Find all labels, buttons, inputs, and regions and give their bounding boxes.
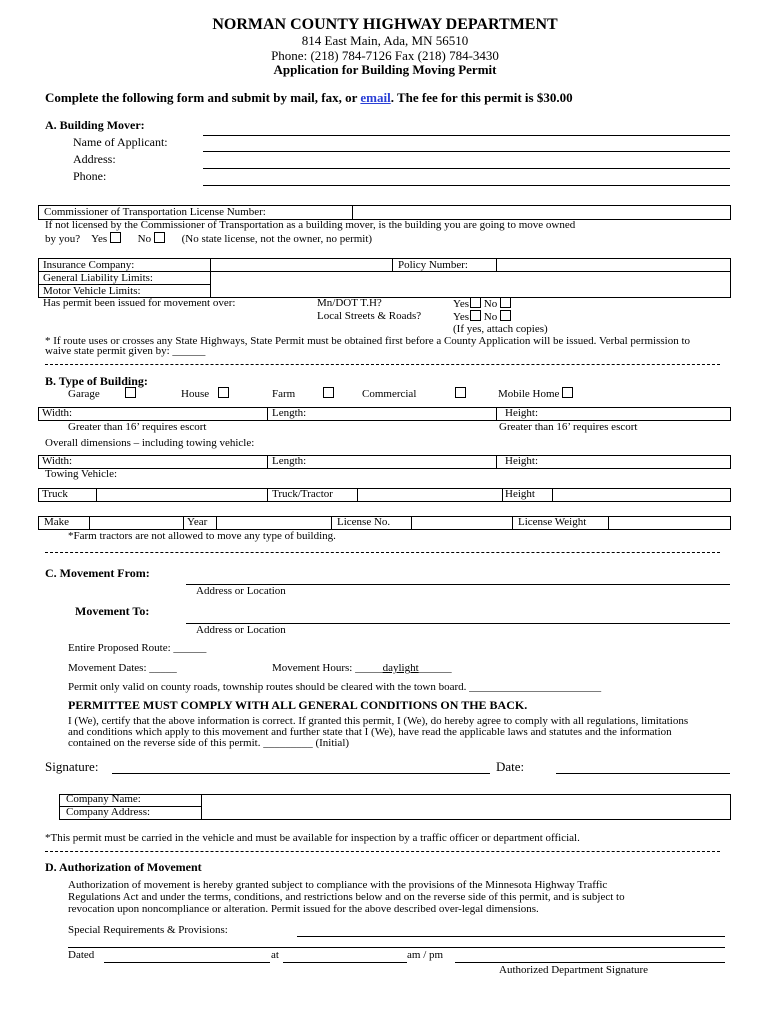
dim-col1	[267, 407, 268, 421]
time-field[interactable]	[283, 962, 407, 963]
tr-col1	[96, 488, 97, 502]
signature-label: Signature:	[45, 759, 99, 774]
department-title: NORMAN COUNTY HIGHWAY DEPARTMENT	[212, 16, 558, 33]
towing-vehicle-label: Towing Vehicle:	[45, 468, 118, 480]
divider-c	[45, 851, 720, 852]
signature-field[interactable]	[112, 773, 490, 774]
policy-col-line2	[496, 258, 497, 271]
address-field[interactable]	[203, 168, 730, 169]
license-no-label: License No.	[337, 516, 391, 528]
mover-line[interactable]	[203, 135, 730, 136]
width-escort-note: Greater than 16’ requires escort	[68, 421, 207, 433]
truck-height-label: Height	[505, 488, 535, 500]
special-requirements-label: Special Requirements & Provisions:	[68, 924, 228, 936]
movement-hours-field[interactable]	[272, 662, 452, 674]
local-yes-checkbox[interactable]	[470, 310, 481, 321]
route-note-1: * If route uses or crosses any State Highways, State Permit must be obtained first before a County Application will be issued. Verbal permission to	[45, 335, 691, 347]
movement-dates-field[interactable]: Movement Dates: _____	[68, 662, 177, 674]
type-mobile-home	[498, 387, 573, 400]
county-roads-note: Permit only valid on county roads, township routes should be cleared with the town board. ________________________	[68, 681, 602, 693]
local-yesno	[453, 310, 511, 323]
section-d-heading: D. Authorization of Movement	[45, 860, 202, 874]
not-licensed-text: If not licensed by the Commissioner of Transportation as a building mover, is the building you are going to move owned	[45, 219, 576, 231]
auth-line-2: Regulations Act and under the terms, conditions, and restrictions below and on the reverse side of this permit, and is subject to	[68, 891, 625, 903]
divider-a	[45, 364, 720, 365]
divider-b	[45, 552, 720, 553]
from-address-label: Address or Location	[196, 585, 286, 597]
type-farm	[272, 387, 334, 400]
house-label: House	[181, 388, 210, 400]
owned-question	[45, 232, 372, 245]
carry-permit-note: *This permit must be carried in the vehicle and must be available for inspection by a traffic officer or department official.	[45, 832, 580, 844]
hours-tail: ______	[418, 662, 452, 674]
farm-checkbox[interactable]	[323, 387, 334, 398]
phone-label: Phone:	[73, 169, 107, 183]
make-label: Make	[44, 516, 70, 528]
form-title: Application for Building Moving Permit	[273, 62, 497, 77]
house-checkbox[interactable]	[218, 387, 229, 398]
mndot-yes-label: Yes	[453, 298, 470, 310]
general-liability-label: General Liability Limits:	[43, 272, 153, 284]
dated-label: Dated	[68, 949, 95, 961]
mndot-yesno	[453, 297, 511, 310]
year-label: Year	[187, 516, 208, 528]
yes-label: Yes	[91, 233, 108, 245]
local-no-checkbox[interactable]	[500, 310, 511, 321]
name-label: Name of Applicant:	[73, 135, 168, 149]
overall-height-label: Height:	[505, 455, 538, 467]
motor-vehicle-label: Motor Vehicle Limits:	[43, 285, 141, 297]
authorized-signature-field[interactable]	[455, 962, 725, 963]
mk-col6	[512, 516, 513, 530]
name-field[interactable]	[203, 151, 730, 152]
local-yes-label: Yes	[453, 311, 470, 323]
type-house	[181, 387, 229, 400]
tr-col2	[267, 488, 268, 502]
license-weight-label: License Weight	[518, 516, 587, 528]
mobile-home-checkbox[interactable]	[562, 387, 573, 398]
ov-col2	[496, 455, 497, 469]
owned-no-checkbox[interactable]	[154, 232, 165, 243]
farm-tractor-note: *Farm tractors are not allowed to move any type of building.	[68, 530, 336, 542]
policy-label: Policy Number:	[398, 259, 468, 271]
special-requirements-line2[interactable]	[68, 947, 725, 948]
mk-col5	[411, 516, 412, 530]
address-label: Address:	[73, 152, 116, 166]
route-note-2: waive state permit given by: ______	[45, 345, 206, 357]
intro-after: . The fee for this permit is $30.00	[390, 90, 573, 105]
garage-checkbox[interactable]	[125, 387, 136, 398]
section-b-heading: B. Type of Building:	[45, 374, 148, 388]
overall-dimensions-label: Overall dimensions – including towing vehicle:	[45, 437, 255, 449]
truck-tractor-label: Truck/Tractor	[272, 488, 333, 500]
mndot-no-checkbox[interactable]	[500, 297, 511, 308]
phone-field[interactable]	[203, 185, 730, 186]
mk-col1	[89, 516, 90, 530]
dimensions-row	[38, 407, 731, 421]
by-you-label: by you?	[45, 233, 81, 245]
overall-width-label: Width:	[42, 455, 73, 467]
tr-col4	[502, 488, 503, 502]
local-streets-label: Local Streets & Roads?	[317, 310, 422, 322]
owned-yes-checkbox[interactable]	[110, 232, 121, 243]
section-a-heading: A. Building Mover:	[45, 118, 145, 132]
width-label: Width:	[42, 407, 73, 419]
at-label: at	[271, 949, 279, 961]
special-requirements-field[interactable]	[297, 936, 725, 937]
tr-col3	[357, 488, 358, 502]
department-phone: Phone: (218) 784-7126 Fax (218) 784-3430	[271, 48, 499, 63]
license-divider	[352, 205, 353, 220]
certify-line-3: contained on the reverse side of this permit. _________ (Initial)	[68, 737, 350, 749]
ampm-label: am / pm	[407, 949, 444, 961]
attach-copies-note: (If yes, attach copies)	[453, 323, 548, 335]
length-label: Length:	[272, 407, 307, 419]
local-no-label: No	[483, 311, 498, 323]
auth-line-3: revocation upon noncompliance or alteration. Permit issued for the above described over-legal dimensions.	[68, 903, 539, 915]
dated-field[interactable]	[104, 962, 270, 963]
company-table	[59, 794, 731, 820]
intro-before: Complete the following form and submit by mail, fax, or	[45, 90, 361, 105]
mk-col2	[183, 516, 184, 530]
authorized-signature-label: Authorized Department Signature	[499, 964, 649, 976]
type-commercial	[362, 387, 466, 400]
ov-col1	[267, 455, 268, 469]
hours-label: Movement Hours: _____	[272, 662, 383, 674]
mndot-yes-checkbox[interactable]	[470, 297, 481, 308]
tr-col5	[552, 488, 553, 502]
commercial-checkbox[interactable]	[455, 387, 466, 398]
certify-line-1: I (We), certify that the above information is correct. If granted this permit, I (We), do hereby agree to comply with all regulations, limitations	[68, 715, 689, 727]
mk-col3	[216, 516, 217, 530]
garage-label: Garage	[68, 388, 100, 400]
must-comply-heading: PERMITTEE MUST COMPLY WITH ALL GENERAL CONDITIONS ON THE BACK.	[68, 698, 528, 712]
mk-col7	[608, 516, 609, 530]
overall-length-label: Length:	[272, 455, 307, 467]
section-c-heading: C. Movement From:	[45, 566, 150, 580]
proposed-route-field[interactable]: Entire Proposed Route: ______	[68, 642, 207, 654]
mndot-label: Mn/DOT T.H?	[317, 297, 382, 309]
type-garage	[68, 387, 136, 400]
dim-col2	[496, 407, 497, 421]
company-col	[201, 794, 202, 820]
no-label: No	[137, 233, 152, 245]
email-link[interactable]: email	[360, 90, 391, 105]
permit-issued-label: Has permit been issued for movement over:	[43, 297, 236, 309]
farm-label: Farm	[272, 388, 296, 400]
overall-row	[38, 455, 731, 469]
company-name-label: Company Name:	[66, 793, 141, 805]
date-label: Date:	[496, 759, 525, 774]
company-address-label: Company Address:	[66, 806, 151, 818]
no-permit-note: (No state license, not the owner, no permit)	[181, 233, 373, 245]
movement-to-label: Movement To:	[75, 604, 150, 618]
truck-row	[38, 488, 731, 502]
policy-col-line	[392, 258, 393, 271]
height-escort-note: Greater than 16’ requires escort	[499, 421, 638, 433]
mk-col4	[331, 516, 332, 530]
height-label: Height:	[505, 407, 538, 419]
truck-label: Truck	[42, 488, 68, 500]
commercial-label: Commercial	[362, 388, 417, 400]
intro-text	[45, 90, 573, 106]
date-field[interactable]	[556, 773, 730, 774]
certify-line-2: and conditions which apply to this movement and further state that I (We), have read the applicable laws and statutes and the information	[68, 726, 672, 738]
insurance-label: Insurance Company:	[43, 259, 135, 271]
hours-value: daylight	[382, 662, 419, 674]
license-label: Commissioner of Transportation License Number:	[44, 206, 266, 218]
ins-col-line	[210, 258, 211, 298]
mndot-no-label: No	[483, 298, 498, 310]
auth-line-1: Authorization of movement is hereby granted subject to compliance with the provisions of the Minnesota Highway Traffic	[68, 879, 608, 891]
department-address: 814 East Main, Ada, MN 56510	[301, 33, 469, 48]
mobile-home-label: Mobile Home	[498, 388, 560, 400]
to-address-label: Address or Location	[196, 624, 286, 636]
